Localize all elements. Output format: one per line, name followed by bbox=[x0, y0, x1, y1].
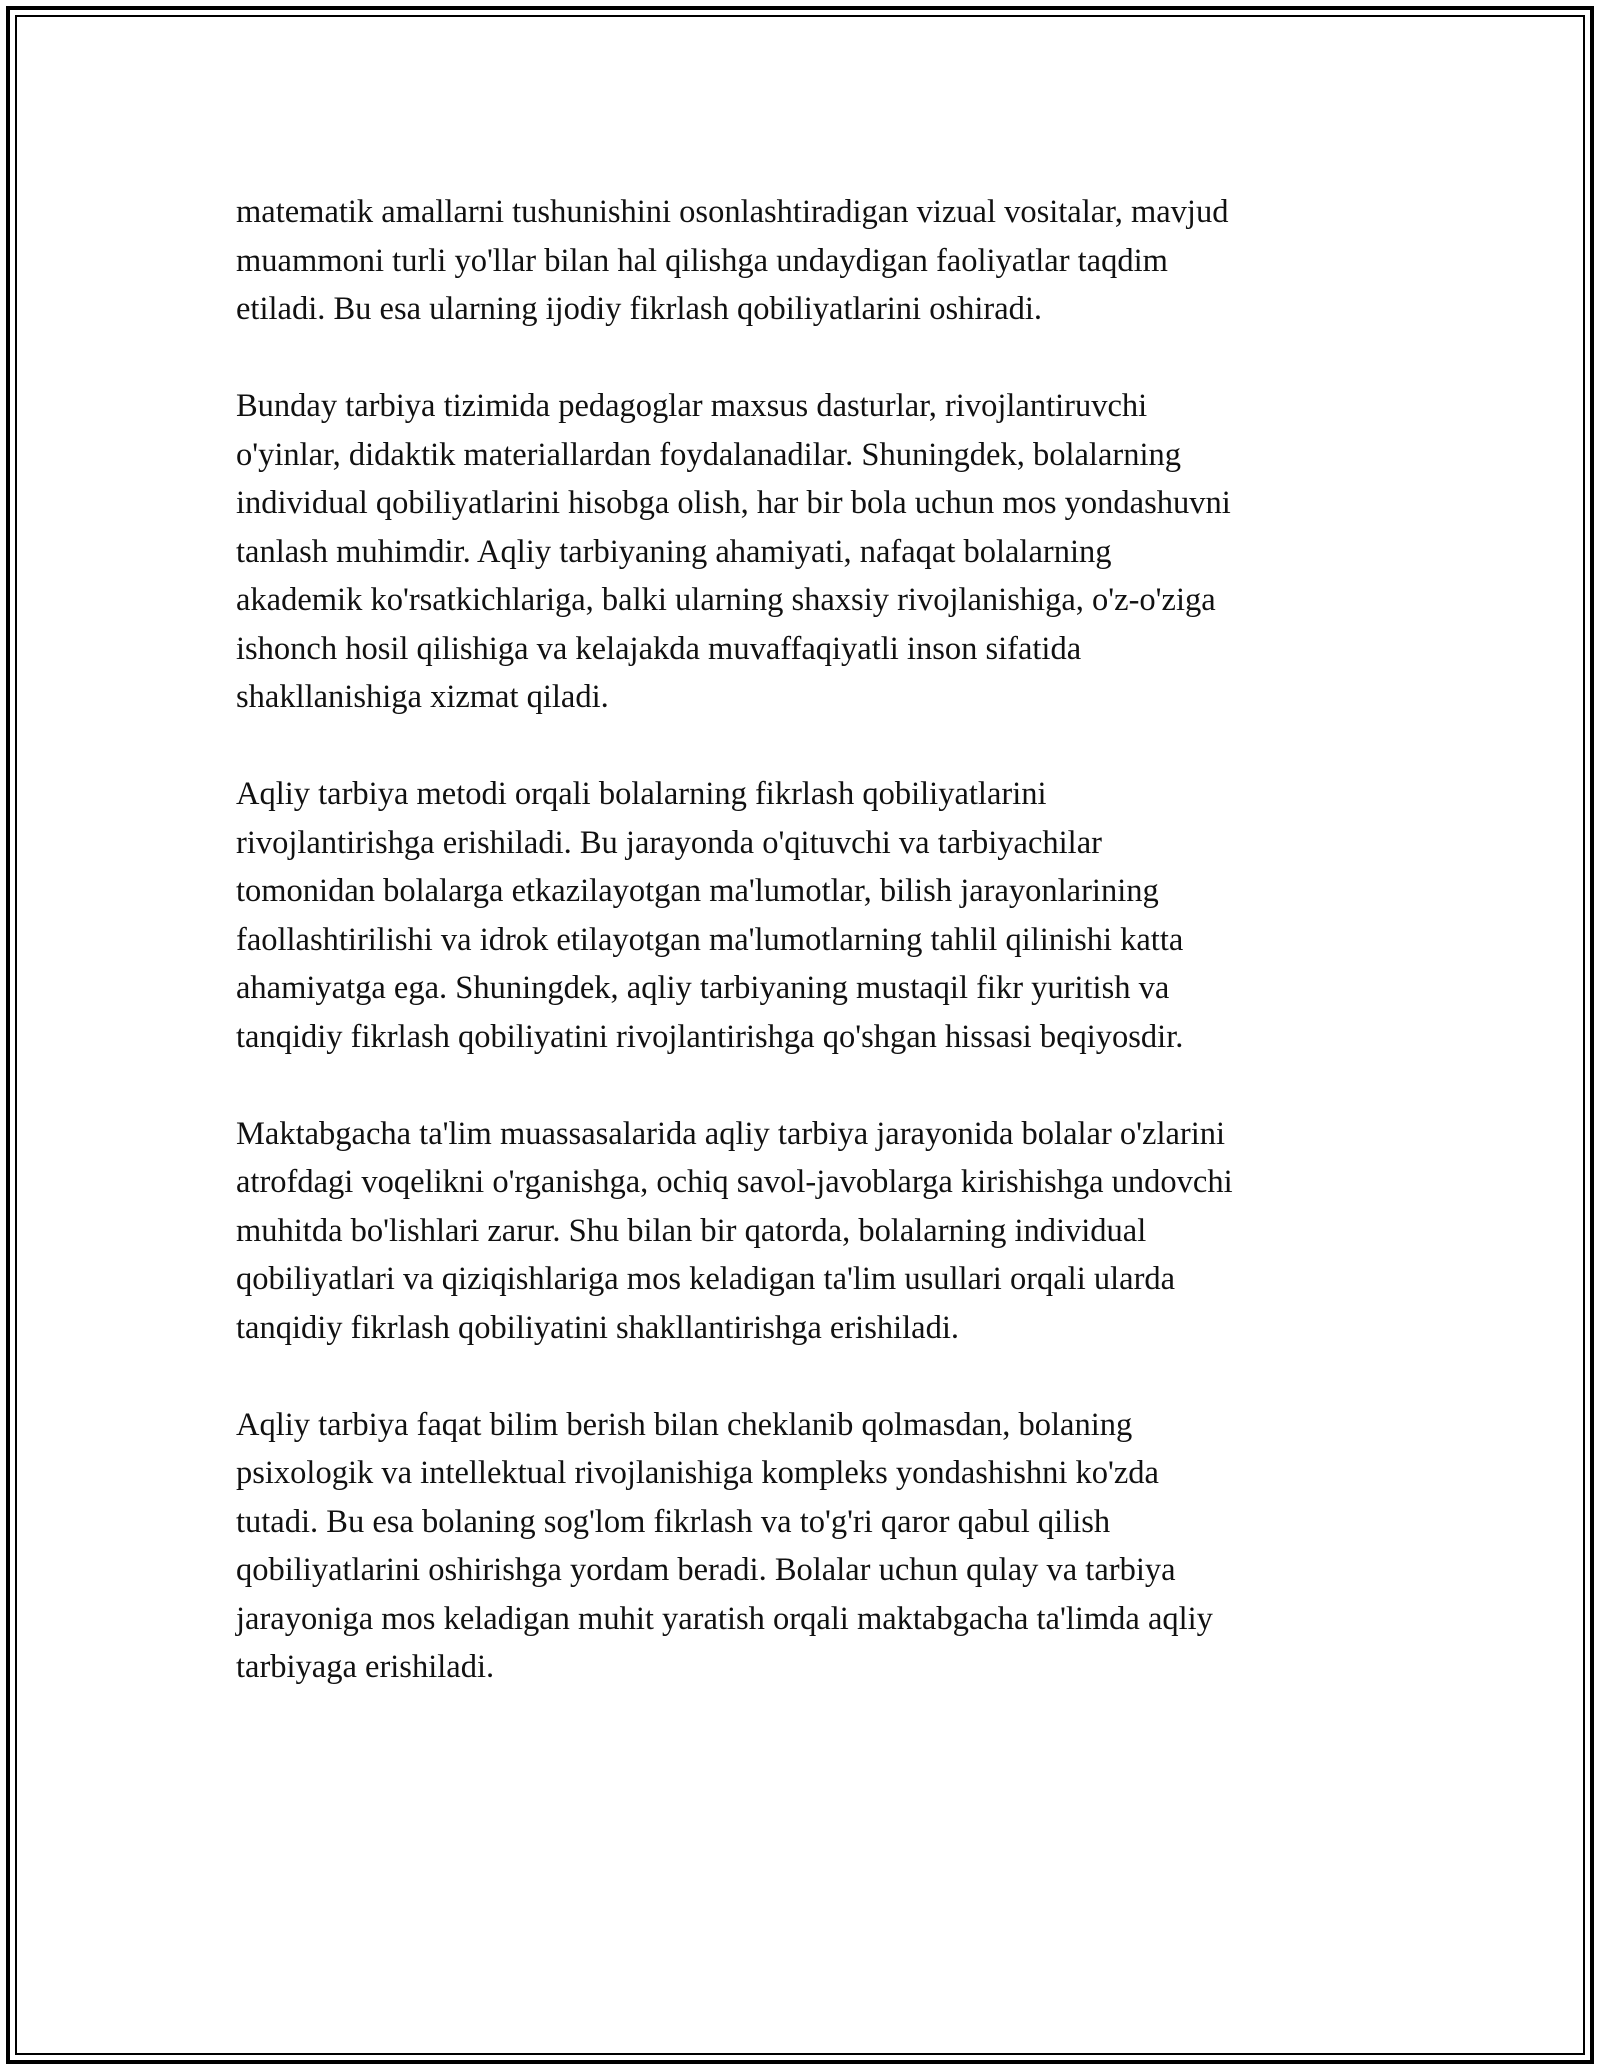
text-line: matematik amallarni tushunishini osonlashtiradigan vizual vositalar, mavjud bbox=[236, 194, 1229, 230]
text-line: etiladi. Bu esa ularning ijodiy fikrlash qobiliyatlarini oshiradi. bbox=[236, 291, 1043, 327]
text-line: tanqidiy fikrlash qobiliyatini rivojlantirishga qo'shgan hissasi beqiyosdir. bbox=[236, 1018, 1184, 1055]
text-line: Aqliy tarbiya metodi orqali bolalarning fikrlash qobiliyatlarini bbox=[236, 776, 1047, 812]
text-line: Bunday tarbiya tizimida pedagoglar maxsus dasturlar, rivojlantiruvchi bbox=[236, 388, 1148, 424]
text-line: ahamiyatga ega. Shuningdek, aqliy tarbiyaning mustaqil fikr yuritish va bbox=[236, 970, 1170, 1006]
text-line: tanlash muhimdir. Aqliy tarbiyaning ahamiyati, nafaqat bolalarning bbox=[236, 533, 1112, 570]
text-line: tarbiyaga erishiladi. bbox=[236, 1649, 495, 1685]
text-line: Aqliy tarbiya faqat bilim berish bilan cheklanib qolmasdan, bolaning bbox=[236, 1406, 1133, 1443]
text-line: atrofdagi voqelikni o'rganishga, ochiq savol-javoblarga kirishishga undovchi bbox=[236, 1164, 1233, 1200]
text-line: qobiliyatlarini oshirishga yordam beradi. Bolalar uchun qulay va tarbiya bbox=[236, 1552, 1176, 1588]
text-line: faollashtirilishi va idrok etilayotgan ma'lumotlarning tahlil qilinishi katta bbox=[236, 921, 1184, 958]
paragraph-1 bbox=[236, 188, 1366, 334]
paragraph-5 bbox=[236, 1401, 1366, 1692]
text-line: Maktabgacha ta'lim muassasalarida aqliy tarbiya jarayonida bolalar o'zlarini bbox=[236, 1115, 1226, 1152]
text-line: shakllanishiga xizmat qiladi. bbox=[236, 679, 609, 715]
paragraph-4 bbox=[236, 1110, 1366, 1353]
text-line: tomonidan bolalarga etkazilayotgan ma'lumotlar, bilish jarayonlarining bbox=[236, 873, 1159, 909]
text-line: rivojlantirishga erishiladi. Bu jarayonda o'qituvchi va tarbiyachilar bbox=[236, 824, 1102, 861]
text-line: ishonch hosil qilishiga va kelajakda muvaffaqiyatli inson sifatida bbox=[236, 630, 1082, 667]
text-line: individual qobiliyatlarini hisobga olish, har bir bola uchun mos yondashuvni bbox=[236, 485, 1231, 521]
text-line: psixologik va intellektual rivojlanishiga kompleks yondashishni ko'zda bbox=[236, 1455, 1159, 1491]
document-body bbox=[236, 188, 1366, 1740]
text-line: o'yinlar, didaktik materiallardan foydalanadilar. Shuningdek, bolalarning bbox=[236, 436, 1181, 473]
text-line: qobiliyatlari va qiziqishlariga mos keladigan ta'lim usullari orqali ularda bbox=[236, 1261, 1176, 1297]
text-line: muhitda bo'lishlari zarur. Shu bilan bir qatorda, bolalarning individual bbox=[236, 1212, 1147, 1249]
text-line: jarayoniga mos keladigan muhit yaratish orqali maktabgacha ta'limda aqliy bbox=[236, 1600, 1213, 1637]
text-line: tutadi. Bu esa bolaning sog'lom fikrlash va to'g'ri qaror qabul qilish bbox=[236, 1503, 1111, 1540]
text-line: muammoni turli yo'llar bilan hal qilishga undaydigan faoliyatlar taqdim bbox=[236, 242, 1168, 279]
text-line: akademik ko'rsatkichlariga, balki ularning shaxsiy rivojlanishiga, o'z-o'ziga bbox=[236, 582, 1216, 618]
text-line: tanqidiy fikrlash qobiliyatini shakllantirishga erishiladi. bbox=[236, 1309, 959, 1346]
paragraph-2 bbox=[236, 382, 1366, 722]
paragraph-3 bbox=[236, 770, 1366, 1061]
